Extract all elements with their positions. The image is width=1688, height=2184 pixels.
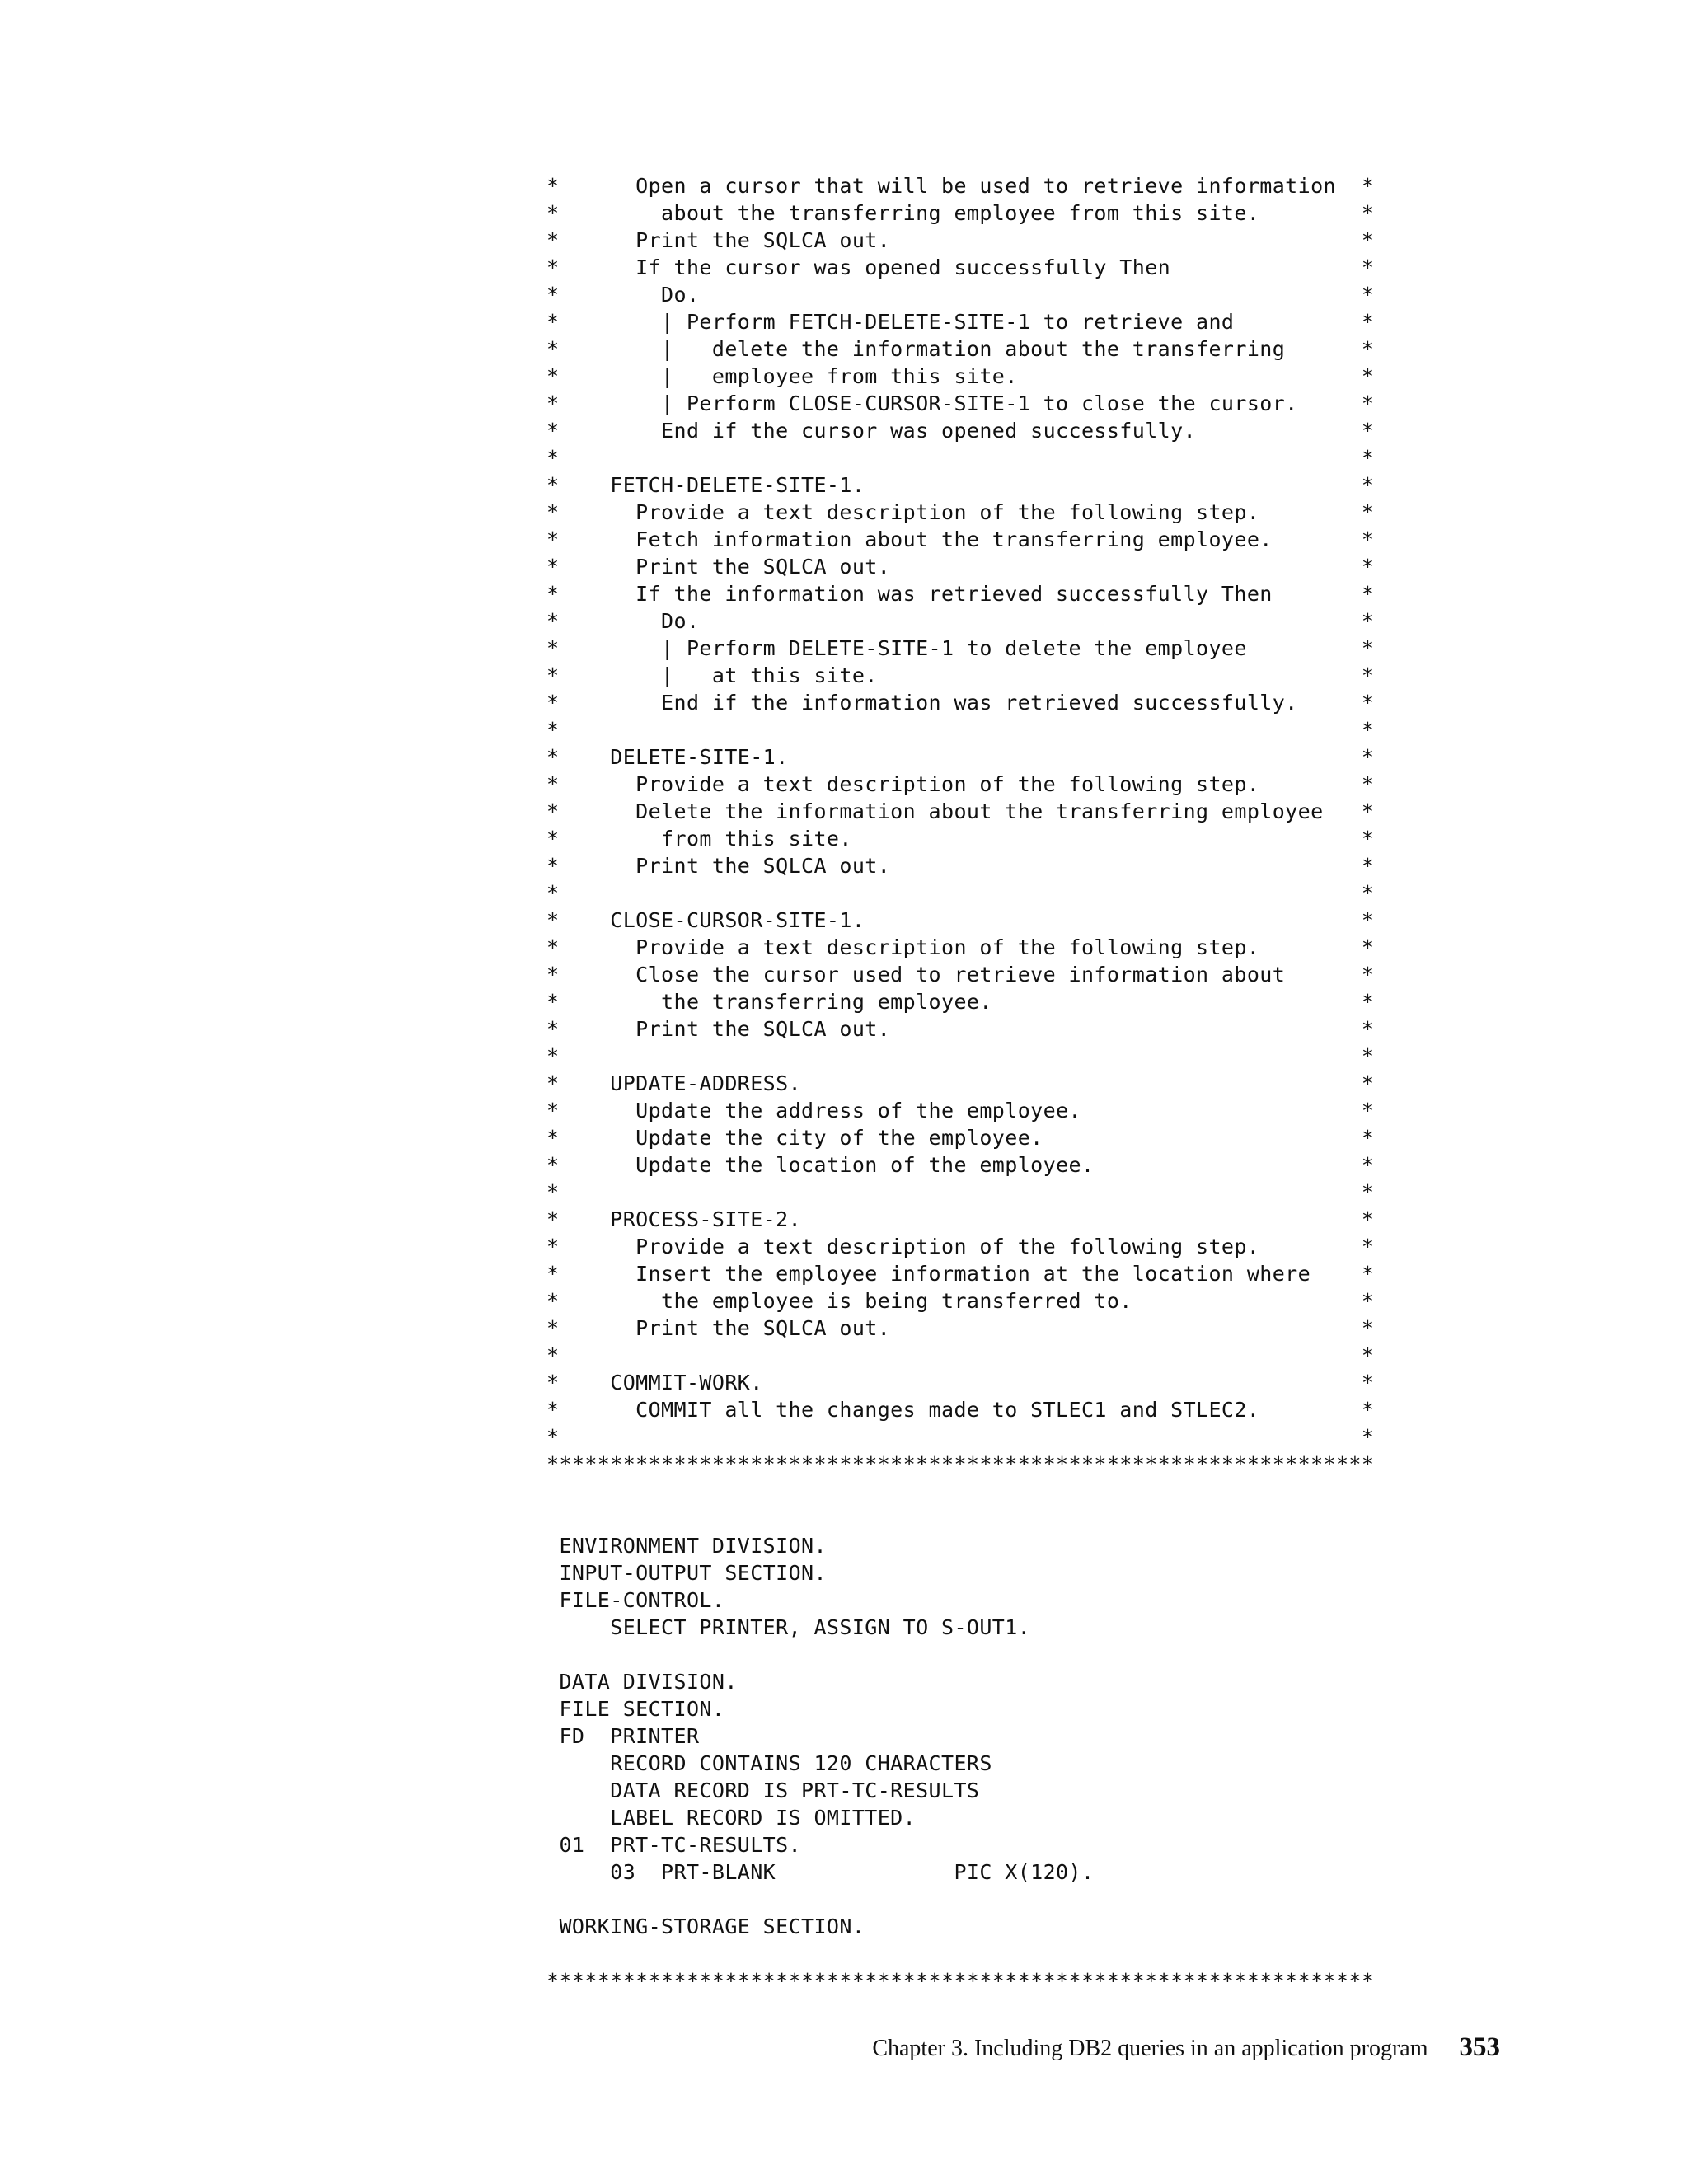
code-line: DATA RECORD IS PRT-TC-RESULTS: [546, 1779, 980, 1802]
page-footer: [0, 2032, 1500, 2063]
code-line: * *: [546, 1425, 1375, 1449]
code-line: * Delete the information about the transferring employee *: [546, 799, 1375, 823]
code-line: INPUT-OUTPUT SECTION.: [546, 1561, 827, 1585]
code-line: * | at this site. *: [546, 663, 1375, 687]
code-line: * Do. *: [546, 609, 1375, 633]
code-line: [546, 1505, 1374, 1532]
code-line: * Open a cursor that will be used to retrieve information *: [546, 174, 1375, 198]
code-line: * Provide a text description of the following step. *: [546, 935, 1375, 959]
code-line: * Close the cursor used to retrieve information about *: [546, 963, 1375, 987]
code-line: * | Perform FETCH-DELETE-SITE-1 to retrieve and *: [546, 310, 1375, 334]
code-line: * *: [546, 1180, 1375, 1204]
code-line: * *: [546, 718, 1375, 742]
code-line: WORKING-STORAGE SECTION.: [546, 1915, 865, 1938]
code-line: LABEL RECORD IS OMITTED.: [546, 1806, 917, 1830]
code-line: * FETCH-DELETE-SITE-1. *: [546, 473, 1375, 497]
code-line: FILE-CONTROL.: [546, 1588, 725, 1612]
code-line: * End if the information was retrieved successfully. *: [546, 691, 1375, 715]
code-line: * the employee is being transferred to. *: [546, 1289, 1375, 1313]
code-line: [546, 1478, 1374, 1505]
code-line: * Print the SQLCA out. *: [546, 555, 1375, 579]
code-line: *****************************************************************: [546, 1969, 1375, 1993]
code-line: 03 PRT-BLANK PIC X(120).: [546, 1860, 1095, 1884]
code-line: [546, 1940, 1374, 1967]
code-line: * Insert the employee information at the location where *: [546, 1262, 1375, 1286]
code-line: ENVIRONMENT DIVISION.: [546, 1534, 827, 1558]
code-line: * UPDATE-ADDRESS. *: [546, 1071, 1375, 1095]
chapter-title: Chapter 3. Including DB2 queries in an application program: [872, 2036, 1428, 2061]
code-line: * *: [546, 881, 1375, 905]
code-line: * CLOSE-CURSOR-SITE-1. *: [546, 908, 1375, 932]
code-line: SELECT PRINTER, ASSIGN TO S-OUT1.: [546, 1615, 1031, 1639]
code-line: * | delete the information about the transferring *: [546, 337, 1375, 361]
code-line: 01 PRT-TC-RESULTS.: [546, 1833, 802, 1857]
code-line: * Update the location of the employee. *: [546, 1153, 1375, 1177]
code-line: * | Perform DELETE-SITE-1 to delete the employee *: [546, 636, 1375, 660]
code-line: * Print the SQLCA out. *: [546, 854, 1375, 878]
code-line: * | Perform CLOSE-CURSOR-SITE-1 to close the cursor. *: [546, 391, 1375, 415]
code-line: * about the transferring employee from this site. *: [546, 201, 1375, 225]
code-line: * from this site. *: [546, 827, 1375, 851]
code-line: FILE SECTION.: [546, 1697, 725, 1721]
code-line: * *: [546, 1044, 1375, 1068]
code-line: * Fetch information about the transferring employee. *: [546, 527, 1375, 551]
code-line: * Update the city of the employee. *: [546, 1126, 1375, 1150]
code-line: * *: [546, 446, 1375, 470]
code-line: RECORD CONTAINS 120 CHARACTERS: [546, 1751, 992, 1775]
page-number: 353: [1459, 2032, 1500, 2062]
code-line: * the transferring employee. *: [546, 990, 1375, 1014]
code-line: * Print the SQLCA out. *: [546, 228, 1375, 252]
code-line: * *: [546, 1343, 1375, 1367]
code-line: DATA DIVISION.: [546, 1670, 738, 1694]
code-line: * End if the cursor was opened successfully. *: [546, 419, 1375, 443]
code-line: * If the cursor was opened successfully Then *: [546, 255, 1375, 279]
code-line: * PROCESS-SITE-2. *: [546, 1207, 1375, 1231]
code-line: [546, 1641, 1374, 1668]
code-line: * Provide a text description of the following step. *: [546, 772, 1375, 796]
code-line: * DELETE-SITE-1. *: [546, 745, 1375, 769]
code-line: [546, 1886, 1374, 1913]
code-line: * COMMIT-WORK. *: [546, 1371, 1375, 1394]
code-line: * Provide a text description of the following step. *: [546, 500, 1375, 524]
code-line: * Print the SQLCA out. *: [546, 1316, 1375, 1340]
code-line: * Print the SQLCA out. *: [546, 1017, 1375, 1041]
code-line: * Update the address of the employee. *: [546, 1099, 1375, 1122]
code-line: * | employee from this site. *: [546, 364, 1375, 388]
code-line: * Provide a text description of the following step. *: [546, 1235, 1375, 1258]
code-listing: [546, 172, 1374, 1994]
code-line: * Do. *: [546, 283, 1375, 307]
code-line: *****************************************************************: [546, 1452, 1375, 1476]
code-line: FD PRINTER: [546, 1724, 700, 1748]
code-line: * COMMIT all the changes made to STLEC1 and STLEC2. *: [546, 1398, 1375, 1422]
code-line: * If the information was retrieved successfully Then *: [546, 582, 1375, 606]
